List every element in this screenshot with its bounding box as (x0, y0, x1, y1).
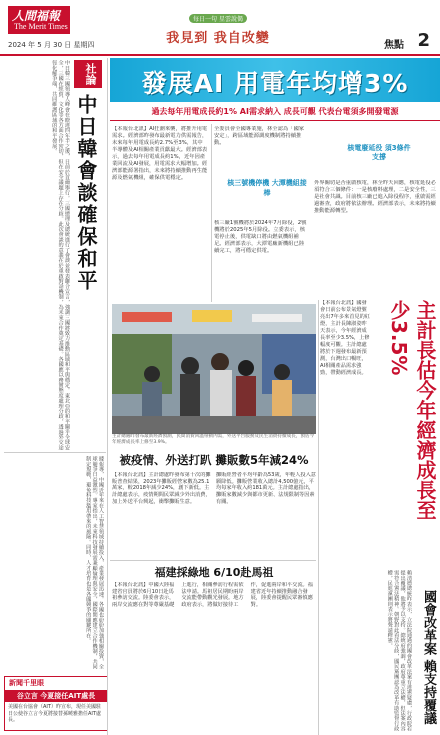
column-divider (318, 300, 319, 735)
photo-caption: 主計總處昨發布最新經濟預測，民間消費回溫帶動內需，外送平台服務及民生消費持續成長，預估今年經濟成長率上修至3.9%。 (112, 434, 315, 445)
vendor-story-body-1: 【本報台北訊】主計總處昨發布第十次的攤販普查結果，2023年攤販經營家數為25.1萬家，較2018年減少24%，創下新低。主計總處表示，疫情期間民眾減少外出消費，加上外送平台興起，衝擊攤販生意。 (112, 472, 211, 505)
lead-inline-subhead: 核三號機停機 大潭機組接棒 (227, 179, 307, 197)
editorial-body: 中日韓三國領導人峰會在睽違四年半之後，日前於首爾舉行。三國總理及總統進行了會談並發表聯合宣言，強調三國將致力推動區域和平與穩定。東北亞的和平關乎全球安全，三國在經貿、文化等各方面合作密切，但在安全議題上存在分歧。此次會談的意義在於重啟對話機制，為未來合作奠定基礎。各國應以務實態度處理分歧，透過外交途徑化解爭端，共同維護區域的和平發展。 (51, 60, 70, 450)
editorial-column (4, 60, 104, 450)
editorial-headline: 中日韓會談確保和平 (74, 94, 98, 292)
lead-right-column: 外界關切是否重啟核電，林全昨天回應，核電延役必須符合三個條件：一是核廢料處理，二是安全性，三是社會共識。目前核三廠已進入除役程序，重啟需經過審查，政府將依法辦理。經濟部表示，未來將持續推動能源轉型。 (314, 180, 436, 214)
market-crowd-illustration (112, 304, 316, 434)
lead-column-3: 核三廠1號機將於2024年7月除役，2號機將於2025年5月除役。立委表示，核電停止後，供電缺口將由燃氣機組補足。經濟部表示，大潭電廠新機組已陸續完工，將可穩定供電。 (214, 220, 307, 254)
news-brief-body: 美國在台協會（AIT）昨宣布，現任美國駐日公使谷立言今夏將接替孫曉雅擔任AIT處長。 (8, 704, 101, 723)
economy-story-headline: 主計長估今年經濟成長至少3.5% (387, 300, 437, 520)
slogan-text: 我見到 我自改變 (166, 31, 270, 46)
vendor-story (112, 452, 316, 558)
news-brief-box (4, 676, 108, 731)
issue-date: 2024 年 5 月 30 日 星期四 (8, 41, 95, 49)
lead-side-subhead: 核電廢延役 須3條件支撐 (347, 144, 411, 161)
newspaper-logo (8, 6, 70, 34)
vendor-story-body-2: 攤販經營者平均年齡為53歲，年輕人投入意願降低。攤販營業收入總計4,500億元，平均每家年收入約181萬元。主計總處指出，攤販家數減少與都市更新、法規限制等因素有關。 (216, 472, 316, 505)
daily-slogan (158, 6, 278, 46)
column-divider (211, 124, 212, 302)
fujian-story-headline: 福建採綠地 6/10赴馬祖 (154, 566, 274, 579)
masthead (0, 0, 440, 56)
congress-story-body: 賴清德總統昨表示，立法院通過的國會改革法案有違憲疑慮，行政院若提出覆議，他將予以支持。總統府強調，政府尊重立法權，但法案內容需符合憲法精神。朝野對此看法分歧，國民黨團認為改革有助監督行政權，民進黨團則表示將聲請釋憲。 (386, 570, 412, 732)
news-brief-title: 谷立言 今夏接任AIT處長 (5, 690, 107, 702)
header-divider (0, 54, 440, 56)
section-label: 焦點 (384, 40, 404, 51)
lead-divider (110, 120, 440, 121)
lead-subheadline: 過去每年用電成長約1% AI需求納入 成長可觀 代表台電須多開發電源 (151, 107, 399, 116)
column-divider (107, 58, 108, 735)
page-number: 2 (417, 30, 430, 51)
lead-column-1: 【本報台北訊】AI狂潮來襲，將推升用電需求。經濟部昨發布最新電力供需報告，未來每年用電成長約2.7%至3%，其中半導體及AI相關產業貢獻最大。經濟部表示，過去每年用電成長約1%，近年因產業回流及AI發展，用電需求大幅增加。經濟部能源署指出，未來將持續推動再生能源及燃氣機組，確保供電穩定。 (112, 126, 208, 181)
lower-left-article: 據報導，中國近年來在人工智慧領域持續投入，產業發展迅速。各國也紛紛加強相關投資，全球競爭日益激烈。專家指出，未來科技發展需兼顧倫理與安全，國際間應建立合作機制，共同制定規範，避免科技濫用帶來的風險。同時，人才培育也是各國競爭的關鍵所在。 (85, 456, 104, 670)
news-brief-header: 新聞千里眼 (5, 677, 107, 689)
fujian-story-body: 【本報台北訊】中國大陸福建省官員將於6月10日赴馬祖參訪交流。陸委會表示，兩岸交流應在對等尊嚴基礎上進行，相關參訪行程需依法申請。馬祖居民期盼兩岸交流能帶動觀光發展。地方政府表示，將做好接待工作，促進兩岸和平交流。福建省近年持續推動融合發展，陸委會提醒民眾審慎應對。 (112, 582, 313, 609)
lead-headline: 發展AI 用電年均增3% (141, 69, 409, 98)
slogan-tag: 每日一句 星雲說偈 (189, 14, 247, 23)
vendor-story-headline: 被疫情、外送打趴 攤販數5年減24% (119, 453, 309, 467)
market-photo (112, 304, 316, 434)
lead-banner (110, 58, 440, 102)
congress-story-headline: 國會改革案 賴支持覆議 (421, 590, 436, 725)
lead-column-2: 全委員會全國專業施，林全認為「國家安定」，跨區域能源調度機制將持續推動。 (214, 126, 305, 146)
logo-english: The Merit Times (14, 22, 68, 31)
editorial-badge: 社論 (74, 60, 102, 88)
section-divider (110, 560, 316, 561)
economy-story-body: 【本報台北訊】國發會日前公布景氣燈號亮出7年多來首見的紅燈，主計長陳淑姿昨天表示，今年經濟成長率至少3.5%，上修幅度可觀。主計總處將於下週發布最新預測，台灣出口暢旺，AI相關產品需求強勁，帶動經濟成長。 (320, 300, 370, 376)
logo-chinese: 人間福報 (12, 9, 61, 23)
section-divider (4, 452, 106, 453)
